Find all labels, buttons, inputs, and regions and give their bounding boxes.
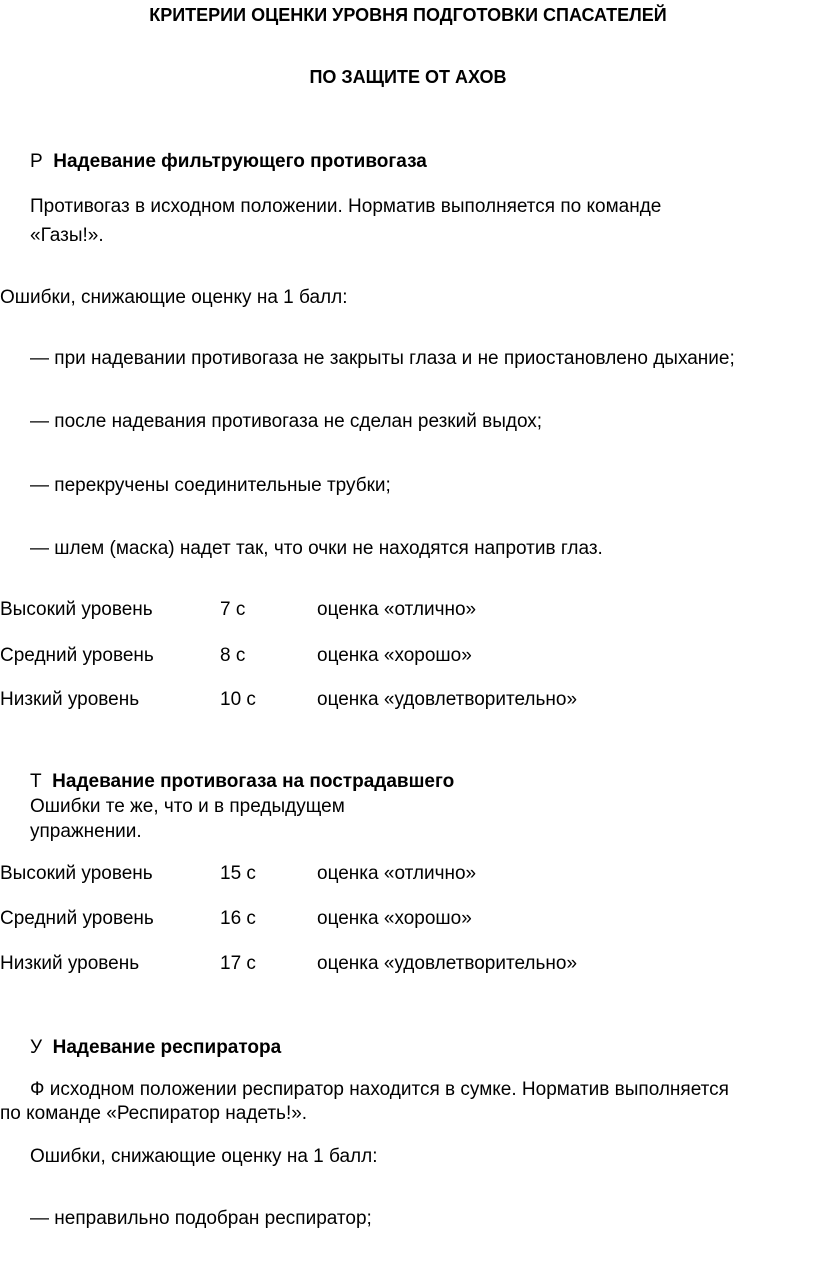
section2-heading [30, 771, 454, 793]
section2-note-line1: Ошибки те же, что и в предыдущем [30, 796, 345, 817]
grade-time: 8 с [220, 645, 246, 666]
grade-score: оценка «отлично» [317, 599, 477, 620]
grade-level: Высокий уровень [0, 599, 153, 620]
grade-level: Низкий уровень [0, 689, 140, 710]
grade-time: 17 с [220, 953, 256, 974]
section1-error-item: — после надевания противогаза не сделан резкий выдох; [30, 411, 543, 432]
grade-score: оценка «хорошо» [317, 908, 472, 929]
section1-error-item: — перекручены соединительные трубки; [30, 475, 391, 496]
section3-error-item: — неправильно подобран респиратор; [30, 1208, 372, 1229]
section3-title: Надевание респиратора [52, 1037, 282, 1058]
grade-time: 10 с [220, 689, 256, 710]
section3-intro-line1: Ф исходном положении респиратор находится в сумке. Норматив выполняется [30, 1079, 729, 1100]
section1-error-item: — шлем (маска) надет так, что очки не находятся напротив глаз. [30, 538, 603, 559]
section1-intro-line2: «Газы!». [30, 225, 104, 246]
section1-error-item: — при надевании противогаза не закрыты глаза и не приостановлено дыхание; [30, 348, 735, 369]
grade-level: Высокий уровень [0, 863, 153, 884]
section2-title: Надевание противогаза на пострадавшего [52, 771, 455, 792]
section3-heading [30, 1037, 281, 1059]
grade-time: 7 с [220, 599, 246, 620]
grade-score: оценка «удовлетворительно» [317, 689, 578, 710]
document-title-line1: КРИТЕРИИ ОЦЕНКИ УРОВНЯ ПОДГОТОВКИ СПАСАТЕЛЕЙ [149, 5, 667, 25]
section1-letter: Р [30, 151, 43, 172]
section2-letter: Т [30, 771, 42, 792]
section1-errors-heading: Ошибки, снижающие оценку на 1 балл: [0, 287, 348, 308]
section1-title: Надевание фильтрующего противогаза [53, 151, 427, 172]
grade-time: 15 с [220, 863, 256, 884]
grade-level: Низкий уровень [0, 953, 140, 974]
grade-level: Средний уровень [0, 645, 154, 666]
grade-score: оценка «отлично» [317, 863, 477, 884]
grade-score: оценка «хорошо» [317, 645, 472, 666]
section2-note-line2: упражнении. [30, 821, 142, 842]
document-title-line2: ПО ЗАЩИТЕ ОТ АХОВ [309, 67, 507, 87]
section3-intro-line2: по команде «Респиратор надеть!». [0, 1103, 308, 1124]
section1-heading [30, 151, 427, 173]
grade-score: оценка «удовлетворительно» [317, 953, 578, 974]
grade-level: Средний уровень [0, 908, 154, 929]
section3-errors-heading: Ошибки, снижающие оценку на 1 балл: [30, 1146, 378, 1167]
grade-time: 16 с [220, 908, 256, 929]
section3-letter: У [30, 1037, 43, 1058]
section1-intro-line1: Противогаз в исходном положении. Норматив выполняется по команде [30, 196, 662, 217]
